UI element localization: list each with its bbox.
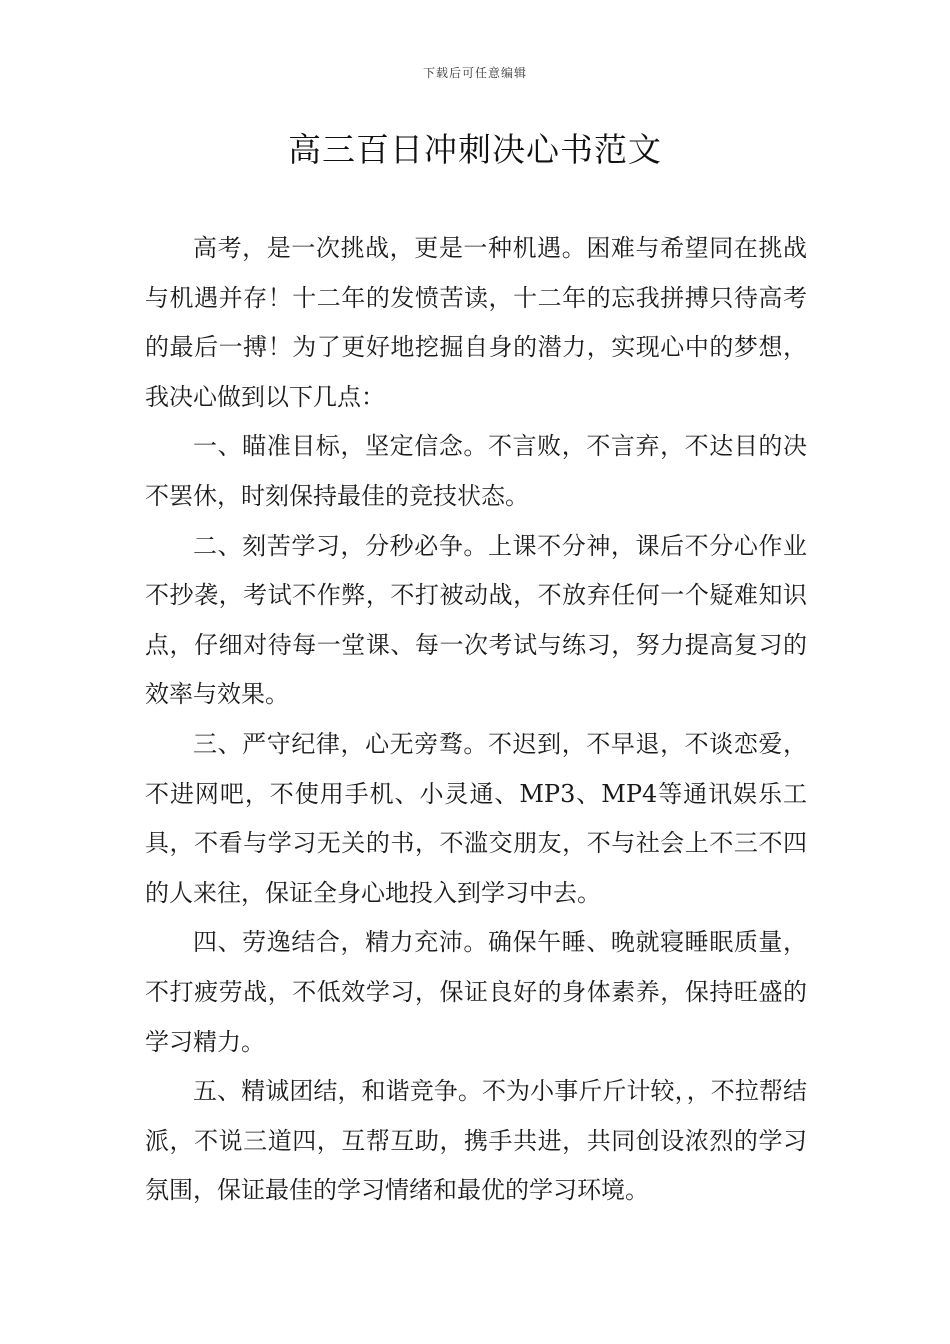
paragraph-point-1: 一、瞄准目标，坚定信念。不言败，不言弃，不达目的决不罢休，时刻保持最佳的竞技状态。 <box>145 432 807 510</box>
paragraph-point-3: 三、严守纪律，心无旁骛。不迟到，不早退，不谈恋爱，不进网吧，不使用手机、小灵通、MP3、MP4等通讯娱乐工具，不看与学习无关的书，不滥交朋友，不与社会上不三不四的人来往，保证全身心地投入到学习中去。 <box>145 729 807 907</box>
page-header-note: 下载后可任意编辑 <box>422 66 527 80</box>
document-body <box>145 224 807 1216</box>
paragraph-point-2: 二、刻苦学习，分秒必争。上课不分神，课后不分心作业不抄袭，考试不作弊，不打被动战，不放弃任何一个疑难知识点，仔细对待每一堂课、每一次考试与练习，努力提高复习的效率与效果。 <box>145 531 807 709</box>
paragraph-point-4: 四、劳逸结合，精力充沛。确保午睡、晚就寝睡眠质量，不打疲劳战，不低效学习，保证良好的身体素养，保持旺盛的学习精力。 <box>145 928 807 1056</box>
paragraph-intro: 高考，是一次挑战，更是一种机遇。困难与希望同在挑战与机遇并存！十二年的发愤苦读，十二年的忘我拼搏只待高考的最后一搏！为了更好地挖掘自身的潜力，实现心中的梦想，我决心做到以下几点： <box>145 234 807 411</box>
paragraph-point-5: 五、精诚团结，和谐竞争。不为小事斤斤计较，，不拉帮结派，不说三道四，互帮互助，携手共进，共同创设浓烈的学习氛围，保证最佳的学习情绪和最优的学习环境。 <box>145 1077 807 1205</box>
document-title: 高三百日冲刺决心书范文 <box>288 130 662 169</box>
